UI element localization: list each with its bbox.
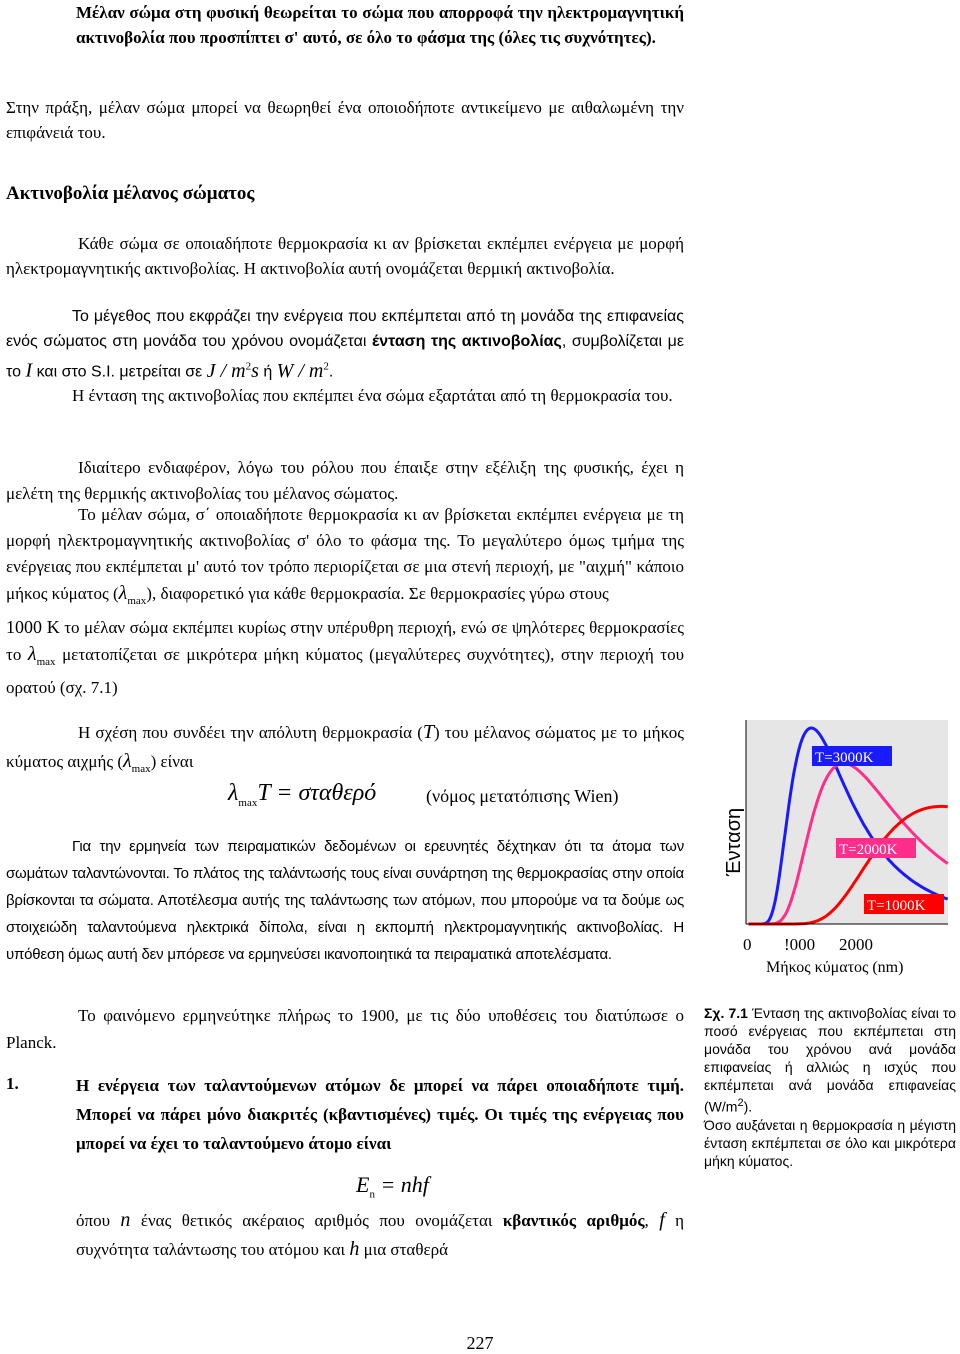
intensity-definition-paragraph: Το μέγεθος που εκφράζει την ενέργεια που εκπέμπεται από τη μονάδα της επιφανείας ενός σώματος στη μονάδα του χρόνου ονομάζεται ένταση της ακτινοβολίας, συμβολίζεται με το I και στο S.I. μετρείται σε J / $m^2s$ ή W / $m^2$. [6, 308, 685, 382]
lambda-max-symbol: $\lambda_{max}$ [118, 582, 147, 607]
x-tick-label: !000 [784, 935, 816, 954]
y-axis-label: Ένταση [723, 807, 745, 877]
interest-paragraph: Ιδιαίτερο ενδιαφέρον, λόγω του ρόλου που έπαιξε στην εξέλιξη της φυσικής, έχει η μελέτη της θερμικής ακτινοβολίας του μέλανος σώματος. [6, 458, 684, 503]
wien-intro-paragraph: Η σχέση που συνδέει την απόλυτη θερμοκρασία (T) του μέλανος σώματος με το μήκος κύματος αιχμής $(\lambda_{max})$ είναι [6, 721, 684, 775]
series-label: T=3000K [815, 750, 874, 766]
intro-paragraph: Μέλαν σώμα στη φυσική θεωρείται το σώμα που απορροφά την ηλεκτρομαγνητική ακτινοβολία που προσπίπτει σ' αυτό, σε όλο το φάσμα της (όλες τις συχνότητες). [76, 3, 684, 47]
quantum-number-paragraph: όπου n ένας θετικός ακέραιος αριθμός που ονομάζεται κβαντικός αριθμός, f η συχνότητα ταλάντωσης του ατόμου και h μια σταθερά [76, 1209, 685, 1260]
unit-j-per-m2s: J / $m^2s$ [206, 359, 259, 382]
section-heading: Ακτινοβολία μέλανος σώματος [6, 183, 255, 204]
oscillator-paragraph: Για την ερμηνεία των πειραματικών δεδομένων οι ερευνητές δέχτηκαν ότι τα άτομα των σωμάτων ταλαντώνονται. Το πλάτος της ταλάντωσής τους είναι συνάρτηση της θερμοκρασίας στην οποία βρίσκονται τα σώματα. Αποτέλεσμα αυτής της ταλάντωσης των ατόμων, που μπορούμε να τα δούμε ως στοιχειώδη ταλαντούμενα ηλεκτρικά δίπολα, είναι η εκπομπή ηλεκτρομαγνητικής ακτινοβολίας. Η υπόθεση όμως αυτή δεν μπόρεσε να ερμηνεύσει ικανοποιητικά τα πειραματικά αποτελέσματα. [6, 838, 684, 963]
page-number: 227 [466, 1333, 494, 1353]
thermal-radiation-paragraph: Κάθε σώμα σε οποιαδήποτε θερμοκρασία κι αν βρίσκεται εκπέμπει ενέργεια με μορφή ηλεκτρομαγνητικής ακτινοβολίας. Η ακτινοβολία αυτή ονομάζεται θερμική ακτινοβολία. [6, 234, 684, 278]
unit-w-per-m2: W / $m^2$ [276, 359, 329, 382]
x-tick-label: 0 [743, 935, 752, 954]
blackbody-chart-svg [716, 720, 960, 990]
intensity-temperature-paragraph: Η ένταση της ακτινοβολίας που εκπέμπει ένα σώμα εξαρτάται από τη θερμοκρασία του. [72, 386, 673, 405]
planck-paragraph: Το φαινόμενο ερμηνεύτηκε πλήρως το 1900, με τις δύο υποθέσεις του διατύπωσε ο Planck. [6, 1006, 684, 1052]
blackbody-practice-paragraph: Στην πράξη, μέλαν σώμα μπορεί να θεωρηθεί ένα οποιοδήποτε αντικείμενο με αιθαλωμένη την επιφάνειά του. [6, 98, 684, 142]
x-axis-label: Μήκος κύματος (nm) [766, 959, 904, 976]
wien-law-name: (νόμος μετατόπισης Wien) [426, 786, 619, 806]
peak-wavelength-paragraph: Το μέλαν σώμα, σ΄ οποιαδήποτε θερμοκρασία κι αν βρίσκεται εκπέμπει ενέργεια με τη μορφή ηλεκτρομαγνητικής ακτινοβολίας σ' όλο το φάσμα της. Το μεγαλύτερο όμως τμήμα της ενέργειας που εκπέμπεται μ' αυτό τον τρόπο περιορίζεται σε μια στενή περιοχή, με "αιχμή" κάποιο μήκος κύματος $(\lambda_{max})$, διαφορετικό για κάθε θερμοκρασία. Σε θερμοκρασίες γύρω στους 1000 K το μέλαν σώμα εκπέμπει κυρίως στην υπέρυθρη περιοχή, ενώ σε ψηλότερες θερμοκρασίες το $\lambda_{max}$ μετατοπίζεται σε μικρότερα μήκη κύματος (μεγαλύτερες συχνότητες), στην περιοχή του ορατού (σχ. 7.1) [6, 505, 685, 697]
figure-caption: Σχ. 7.1 Ένταση της ακτινοβολίας είναι το ποσό ενέργειας που εκπέμπεται στη μονάδα του χρόνου ανά μονάδα επιφανείας ή αλλιώς η ισχύς που εκπέμπεται ανά μονάδα επιφανείας $(W/m^2)$. Όσο αυξάνεται η θερμοκρασία η μέγιστη ένταση εκπέμπεται σε όλο και μικρότερα μήκη κύματος. [704, 1005, 957, 1169]
series-label: T=1000K [867, 898, 926, 914]
list-item-number: 1. [6, 1074, 19, 1093]
series-label: T=2000K [839, 842, 898, 858]
list-item-text: Η ενέργεια των ταλαντούμενων ατόμων δε μπορεί να πάρει οποιαδήποτε τιμή. Μπορεί να πάρει μόνο διακριτές (κβαντισμένες) τιμές. Οι τιμές της ενέργειας που μπορεί να έχει το ταλαντούμενο άτομο είναι [76, 1076, 684, 1153]
blackbody-chart [716, 720, 960, 990]
energy-equation: $E_n$ = nhf [356, 1172, 429, 1201]
wien-equation: $\lambda_{max}T = \sigma\tau\alpha\theta\varepsilon\rho ό$ [228, 780, 377, 809]
x-tick-label: 2000 [839, 935, 873, 954]
